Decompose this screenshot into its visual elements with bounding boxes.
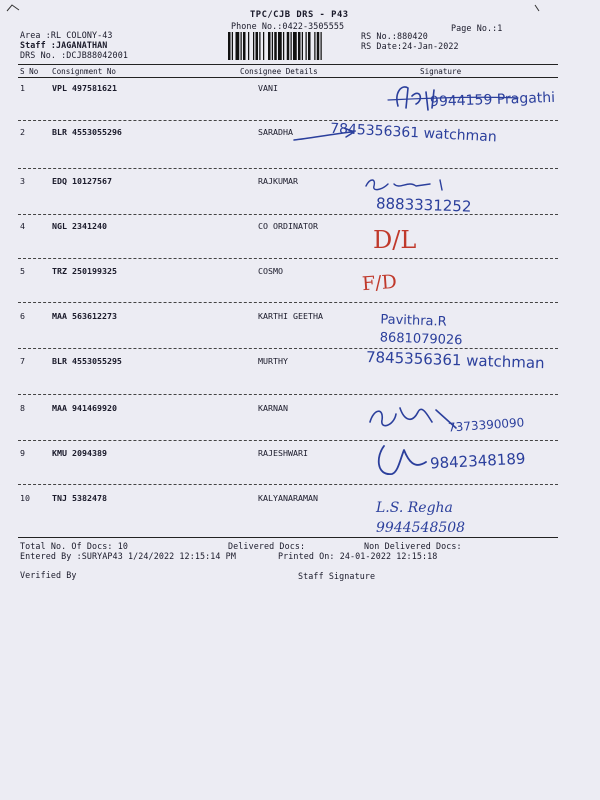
signature-text: 7845356361 watchman [329, 120, 498, 146]
non-delivered-docs: Non Delivered Docs: [364, 541, 462, 551]
row-sno: 6 [20, 311, 25, 321]
row-consignee: VANI [258, 83, 278, 93]
row-divider [18, 258, 558, 259]
page-number: Page No.:1 [451, 23, 503, 33]
row-sno: 4 [20, 221, 25, 231]
row-divider [18, 394, 558, 395]
row-consignment-no: TRZ 250199325 [52, 266, 117, 276]
signature-text: D/L [373, 226, 417, 254]
signature-text: L.S. Regha 9944548508 [376, 500, 466, 536]
signature-text: Pavithra.R 8681079026 [379, 312, 463, 349]
verified-by-label: Verified By [20, 570, 77, 580]
row-sno: 9 [20, 448, 25, 458]
row-consignee: RAJESHWARI [258, 448, 308, 458]
barcode-image [228, 32, 352, 60]
staff-label: Staff :JAGANATHAN [20, 40, 108, 50]
area-label: Area :RL COLONY-43 [20, 30, 113, 40]
row-divider [18, 214, 558, 215]
row-consignment-no: MAA 941469920 [52, 403, 117, 413]
row-consignment-no: BLR 4553055295 [52, 356, 122, 366]
column-sno: S No [20, 67, 39, 76]
delivered-docs: Delivered Docs: [228, 541, 306, 551]
row-consignment-no: KMU 2094389 [52, 448, 107, 458]
row-divider [18, 440, 558, 441]
signature-text: 9842348189 [429, 449, 526, 473]
row-consignee: MURTHY [258, 356, 288, 366]
row-consignee: SARADHA [258, 127, 293, 137]
signature-handwriting [360, 176, 470, 194]
row-consignment-no: EDQ 10127567 [52, 176, 112, 186]
row-consignment-no: TNJ 5382478 [52, 493, 107, 503]
document-title: TPC/CJB DRS - P43 [250, 10, 349, 20]
entered-by: Entered By :SURYAP43 1/24/2022 12:15:14 PM [20, 551, 236, 561]
row-sno: 2 [20, 127, 25, 137]
row-sno: 3 [20, 176, 25, 186]
row-consignee: KARTHI GEETHA [258, 311, 323, 321]
row-consignment-no: BLR 4553055296 [52, 127, 122, 137]
row-divider [18, 302, 558, 303]
header-top-rule [18, 64, 558, 65]
staff-signature-label: Staff Signature [298, 571, 376, 581]
row-consignment-no: NGL 2341240 [52, 221, 107, 231]
row-divider [18, 484, 558, 485]
phone-number: Phone No.:0422-3505555 [231, 21, 345, 31]
printed-on: Printed On: 24-01-2022 12:15:18 [278, 551, 438, 561]
row-consignment-no: MAA 563612273 [52, 311, 117, 321]
row-consignee: CO ORDINATOR [258, 221, 318, 231]
scan-mark-right [533, 4, 541, 12]
column-signature: Signature [420, 67, 462, 76]
row-sno: 8 [20, 403, 25, 413]
row-consignee: KARNAN [258, 403, 288, 413]
column-consignment: Consignment No [52, 67, 117, 76]
scan-mark-left [6, 4, 20, 12]
row-consignee: COSMO [258, 266, 283, 276]
signature-text: F/D [361, 270, 398, 296]
row-sno: 1 [20, 83, 25, 93]
signature-text: 7373390090 [447, 415, 525, 435]
rs-date: RS Date:24-Jan-2022 [361, 41, 459, 51]
row-divider [18, 168, 558, 169]
row-sno: 7 [20, 356, 25, 366]
drs-number: DRS No. :DCJB88042001 [20, 50, 128, 60]
rs-number: RS No.:880420 [361, 31, 428, 41]
column-consignee: Consignee Details [240, 67, 318, 76]
signature-text: 7845356361 watchman [365, 347, 545, 373]
row-sno: 5 [20, 266, 25, 276]
signature-text: 8883331252 [375, 194, 472, 216]
row-sno: 10 [20, 493, 30, 503]
row-consignee: RAJKUMAR [258, 176, 298, 186]
row-consignee: KALYANARAMAN [258, 493, 318, 503]
signature-text: 9944159 Pragathi [429, 89, 556, 111]
row-consignment-no: VPL 497581621 [52, 83, 117, 93]
total-docs: Total No. Of Docs: 10 [20, 541, 128, 551]
